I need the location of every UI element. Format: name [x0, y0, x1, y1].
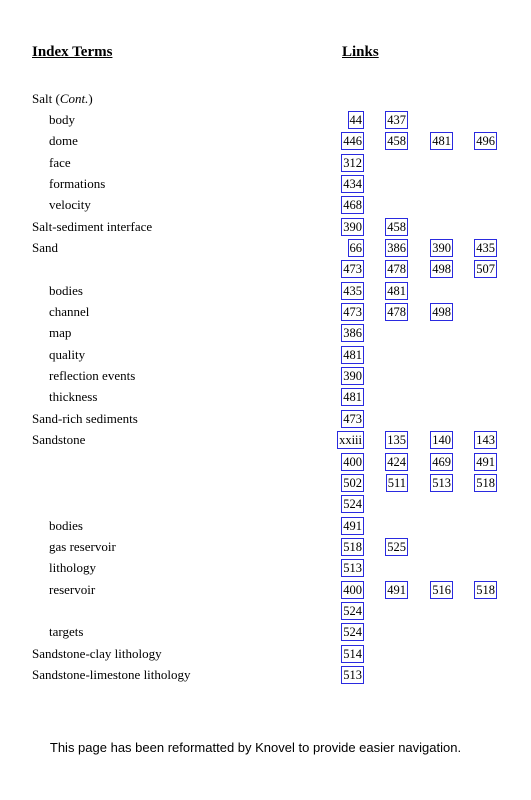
page-link-cell: [384, 282, 428, 300]
page-link[interactable]: 478: [387, 262, 406, 277]
page-link-cell: [384, 111, 428, 129]
page-link-cell: [473, 474, 517, 492]
page-link[interactable]: 516: [432, 582, 451, 597]
page-link[interactable]: 386: [343, 326, 362, 341]
page-link[interactable]: 400: [343, 582, 362, 597]
index-subterm: targets: [49, 624, 84, 640]
page-link-cell: [429, 474, 473, 492]
index-row: [0, 408, 531, 429]
page-link-cell: [340, 324, 384, 342]
page-link[interactable]: 498: [432, 305, 451, 320]
page-link[interactable]: 390: [343, 219, 362, 234]
page-link[interactable]: 143: [476, 433, 495, 448]
index-term: Sand-rich sediments: [32, 410, 138, 426]
page-link[interactable]: 481: [343, 390, 362, 405]
page-link[interactable]: 496: [476, 134, 495, 149]
page-link[interactable]: 437: [387, 113, 406, 127]
index-row: [0, 600, 531, 621]
page-link-cell: [340, 453, 384, 471]
page-link-cell: [384, 538, 428, 556]
page-link-cell: [340, 666, 384, 684]
page-link[interactable]: 390: [432, 241, 451, 256]
page-link[interactable]: 435: [343, 283, 362, 298]
index-row: [0, 130, 531, 151]
page-link[interactable]: 491: [343, 518, 362, 533]
page-link-cell: [473, 581, 517, 599]
page-link-cell: [340, 410, 384, 428]
index-row: [0, 429, 531, 450]
index-row: [0, 451, 531, 472]
index-subterm: thickness: [49, 389, 98, 405]
page-link-cell: [384, 581, 428, 599]
index-row: [0, 280, 531, 301]
page-link[interactable]: 524: [343, 625, 362, 640]
index-subterm: dome: [49, 133, 78, 149]
index-term: Sand: [32, 240, 58, 256]
page-link[interactable]: 135: [387, 433, 406, 448]
page-link-cell: [340, 282, 384, 300]
page-link[interactable]: 518: [343, 539, 362, 554]
index-term: Sandstone-limestone lithology: [32, 666, 191, 682]
page-link-cell: [340, 346, 384, 364]
page-link-cell: [429, 132, 473, 150]
page-link-cell: [340, 239, 384, 257]
index-subterm: bodies: [49, 282, 83, 298]
index-subterm: reservoir: [49, 581, 96, 597]
page-link-cell: [384, 239, 428, 257]
page-link-cell: [429, 303, 473, 321]
page-link[interactable]: 502: [343, 475, 362, 490]
index-row: [0, 515, 531, 536]
page-link-cell: [384, 431, 428, 449]
page-link[interactable]: 469: [432, 454, 451, 469]
page-link[interactable]: 458: [387, 134, 406, 149]
footer-note: This page has been reformatted by Knovel to provide easier navigation.: [49, 740, 462, 755]
index-row: [0, 344, 531, 365]
page-link[interactable]: 424: [387, 454, 406, 469]
page-link[interactable]: 507: [476, 262, 495, 277]
page-link-cell: [340, 431, 384, 449]
page-link-cell: [473, 260, 517, 278]
index-term: Salt-sediment interface: [32, 218, 153, 234]
page-link-cell: [384, 218, 428, 236]
index-subterm: channel: [49, 304, 90, 320]
page-link[interactable]: 518: [476, 475, 495, 490]
index-row: [0, 301, 531, 322]
index-subterm: formations: [49, 176, 106, 192]
page-link-cell: [340, 623, 384, 641]
continued-term: Salt: [32, 91, 53, 106]
page-link-cell: [340, 367, 384, 385]
page-link[interactable]: 386: [387, 241, 406, 256]
page-link[interactable]: 491: [387, 582, 406, 597]
index-subterm: map: [49, 325, 72, 341]
page-link-cell: [473, 239, 517, 257]
page-link[interactable]: 481: [387, 283, 406, 298]
page-link-cell: [384, 260, 428, 278]
page-link-cell: [429, 431, 473, 449]
index-row: [0, 536, 531, 557]
page-link-cell: [384, 453, 428, 471]
page-link-cell: [340, 602, 384, 620]
index-row: [0, 493, 531, 514]
page-link-cell: [340, 132, 384, 150]
index-row: [0, 621, 531, 642]
page-link-cell: [384, 132, 428, 150]
page-link[interactable]: 435: [476, 241, 495, 256]
index-row: [0, 258, 531, 279]
page-link[interactable]: 44: [349, 113, 362, 127]
page-link[interactable]: 478: [387, 305, 406, 320]
index-row: [0, 557, 531, 578]
page-link-cell: [340, 218, 384, 236]
page-link[interactable]: 518: [476, 582, 495, 597]
index-subterm: quality: [49, 346, 86, 362]
index-row: [0, 152, 531, 173]
page-link-cell: [340, 111, 384, 129]
page-link[interactable]: 524: [343, 497, 362, 512]
page-link[interactable]: 400: [343, 454, 362, 469]
page-link[interactable]: 498: [432, 262, 451, 277]
page-link-cell: [340, 154, 384, 172]
page-link-cell: [340, 303, 384, 321]
index-row: [0, 194, 531, 215]
page-link-cell: [340, 495, 384, 513]
page-link[interactable]: 525: [387, 539, 406, 554]
page-link[interactable]: 513: [432, 475, 451, 490]
page-link-cell: [340, 538, 384, 556]
index-subterm: velocity: [49, 197, 91, 213]
page-link[interactable]: 458: [387, 219, 406, 234]
page-link-cell: [340, 559, 384, 577]
index-row: [0, 579, 531, 600]
page-link[interactable]: 66: [349, 241, 362, 256]
continued-entry: Salt (Cont.): [32, 91, 93, 106]
page-link[interactable]: 513: [343, 561, 362, 576]
index-row: [0, 386, 531, 407]
page-link-cell: [340, 260, 384, 278]
page-link-cell: [429, 260, 473, 278]
index-row: [0, 643, 531, 664]
page-link[interactable]: 473: [343, 262, 362, 277]
index-row: [0, 237, 531, 258]
page-link[interactable]: 513: [343, 667, 362, 682]
page-link[interactable]: 481: [343, 347, 362, 362]
index-row: [0, 322, 531, 343]
index-subterm: reflection events: [49, 368, 136, 384]
page-link-cell: [340, 645, 384, 663]
page-link[interactable]: 390: [343, 369, 362, 384]
page-link-cell: [429, 239, 473, 257]
index-terms-header: Index Terms: [32, 44, 113, 60]
index-subterm: face: [49, 154, 71, 170]
links-header: Links: [342, 44, 379, 60]
page-link[interactable]: 468: [343, 198, 362, 213]
page-link[interactable]: 491: [476, 454, 495, 469]
page-link-cell: [473, 453, 517, 471]
page-link-cell: [473, 132, 517, 150]
page-link-cell: [340, 474, 384, 492]
index-row: [0, 664, 531, 685]
index-row: [0, 109, 531, 130]
index-subterm: bodies: [49, 517, 83, 533]
page-link-cell: [473, 431, 517, 449]
page-link[interactable]: 514: [343, 646, 362, 661]
page-link-cell: [384, 474, 428, 492]
page-link[interactable]: 434: [343, 177, 362, 192]
page-link[interactable]: 524: [343, 603, 362, 618]
index-subterm: lithology: [49, 560, 96, 576]
page-link-cell: [340, 517, 384, 535]
page-link[interactable]: 473: [343, 305, 362, 320]
index-subterm: body: [49, 112, 75, 127]
page-link-cell: [340, 388, 384, 406]
page-link-cell: [340, 196, 384, 214]
page-link[interactable]: 481: [432, 134, 451, 149]
page-link[interactable]: 140: [432, 433, 451, 448]
index-row: [0, 472, 531, 493]
index-row: [0, 365, 531, 386]
page-link-cell: [340, 581, 384, 599]
index-subterm: gas reservoir: [49, 538, 116, 554]
page-link-cell: [429, 581, 473, 599]
page-link[interactable]: 511: [387, 475, 406, 490]
page-link-cell: [340, 175, 384, 193]
page-link-cell: [429, 453, 473, 471]
page-link[interactable]: 473: [343, 411, 362, 426]
page-link-cell: [384, 303, 428, 321]
index-row: [0, 173, 531, 194]
index-term: Sandstone: [32, 432, 86, 448]
page-link[interactable]: 446: [343, 134, 362, 149]
index-entries: [0, 109, 531, 685]
continued-note: Cont.: [59, 91, 89, 106]
index-row: [0, 216, 531, 237]
page-link[interactable]: xxiii: [339, 433, 362, 448]
index-term: Sandstone-clay lithology: [32, 645, 162, 661]
page-link[interactable]: 312: [343, 155, 362, 170]
